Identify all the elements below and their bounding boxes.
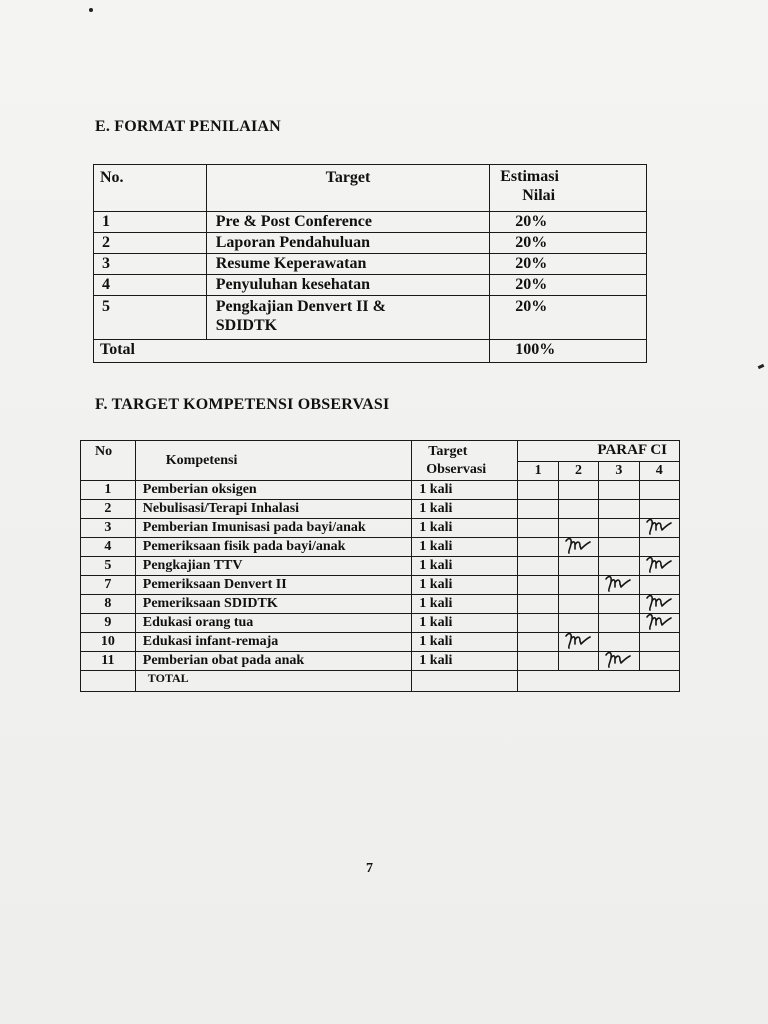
total-row xyxy=(94,340,647,363)
row-kompetensi: Pengkajian TTV xyxy=(135,557,412,576)
paraf-cell-1 xyxy=(518,652,558,671)
table-row xyxy=(81,500,680,519)
row-target: 1 kali xyxy=(412,576,518,595)
header-target-line2: Observasi xyxy=(426,462,487,477)
row-no: 4 xyxy=(81,538,136,557)
row-nilai: 20% xyxy=(490,233,647,254)
row-nilai: 20% xyxy=(490,254,647,275)
paraf-cell-3 xyxy=(599,576,639,595)
signature-mark xyxy=(603,573,637,595)
paraf-cell-1 xyxy=(518,614,558,633)
total-row xyxy=(81,671,680,692)
row-no: 5 xyxy=(94,296,207,340)
paraf-cell-2 xyxy=(558,633,598,652)
row-no: 4 xyxy=(94,275,207,296)
paraf-cell-4 xyxy=(639,633,679,652)
paraf-cell-1 xyxy=(518,633,558,652)
paraf-cell-3 xyxy=(599,538,639,557)
row-target: Resume Keperawatan xyxy=(206,254,489,275)
row-no: 8 xyxy=(81,595,136,614)
row-target: 1 kali xyxy=(412,500,518,519)
row-kompetensi: Pemeriksaan fisik pada bayi/anak xyxy=(135,538,412,557)
row-target: 1 kali xyxy=(412,595,518,614)
row-no: 9 xyxy=(81,614,136,633)
header-estimasi-line1: Estimasi xyxy=(500,168,559,185)
row-kompetensi: Nebulisasi/Terapi Inhalasi xyxy=(135,500,412,519)
row-target: Penyuluhan kesehatan xyxy=(206,275,489,296)
header-paraf-ci: PARAF CI xyxy=(518,441,680,462)
row-kompetensi: Pemeriksaan SDIDTK xyxy=(135,595,412,614)
row-target: 1 kali xyxy=(412,519,518,538)
scan-speck xyxy=(89,8,93,12)
paraf-cell-3 xyxy=(599,614,639,633)
paraf-cell-3 xyxy=(599,481,639,500)
row-no: 11 xyxy=(81,652,136,671)
table-row xyxy=(81,538,680,557)
table-row xyxy=(94,296,647,340)
signature-mark xyxy=(563,535,597,557)
row-target: Pre & Post Conference xyxy=(206,212,489,233)
table-row xyxy=(94,212,647,233)
row-no: 10 xyxy=(81,633,136,652)
paraf-cell-1 xyxy=(518,595,558,614)
table-row xyxy=(81,557,680,576)
paraf-cell-4 xyxy=(639,481,679,500)
row-no: 7 xyxy=(81,576,136,595)
row-target: 1 kali xyxy=(412,538,518,557)
header-kompetensi: Kompetensi xyxy=(135,441,412,481)
paraf-cell-2 xyxy=(558,595,598,614)
paraf-cell-3 xyxy=(599,500,639,519)
row-target: 1 kali xyxy=(412,614,518,633)
total-label: TOTAL xyxy=(135,671,412,692)
header-target-line1: Target xyxy=(428,444,468,459)
header-target-observasi xyxy=(412,441,518,481)
paraf-cell-1 xyxy=(518,557,558,576)
section-f-heading: F. TARGET KOMPETENSI OBSERVASI xyxy=(95,396,390,413)
header-ci-1: 1 xyxy=(518,462,558,481)
paraf-cell-2 xyxy=(558,576,598,595)
paraf-cell-4 xyxy=(639,652,679,671)
header-ci-3: 3 xyxy=(599,462,639,481)
paraf-cell-3 xyxy=(599,652,639,671)
paraf-cell-1 xyxy=(518,576,558,595)
total-value: 100% xyxy=(490,340,647,363)
paraf-cell-1 xyxy=(518,538,558,557)
header-estimasi-nilai xyxy=(490,165,647,212)
header-estimasi-line2: Nilai xyxy=(522,187,556,204)
table-row xyxy=(94,275,647,296)
page-number: 7 xyxy=(366,861,373,876)
row-no: 5 xyxy=(81,557,136,576)
header-no: No xyxy=(81,441,136,481)
table-row xyxy=(81,576,680,595)
header-target: Target xyxy=(206,165,489,212)
row-no: 3 xyxy=(94,254,207,275)
row-no: 2 xyxy=(94,233,207,254)
row-kompetensi: Pemberian obat pada anak xyxy=(135,652,412,671)
signature-mark xyxy=(644,554,678,576)
row-target: 1 kali xyxy=(412,557,518,576)
table-row xyxy=(81,633,680,652)
signature-mark xyxy=(644,611,678,633)
scan-mark xyxy=(758,364,765,369)
total-paraf-cell xyxy=(518,671,680,692)
row-target: 1 kali xyxy=(412,481,518,500)
paraf-cell-4 xyxy=(639,614,679,633)
signature-mark xyxy=(603,649,637,671)
row-no: 2 xyxy=(81,500,136,519)
row-no: 3 xyxy=(81,519,136,538)
paraf-cell-4 xyxy=(639,519,679,538)
row-no: 1 xyxy=(81,481,136,500)
paraf-cell-2 xyxy=(558,652,598,671)
paraf-cell-1 xyxy=(518,519,558,538)
table-row xyxy=(94,233,647,254)
row-target-line2: SDIDTK xyxy=(215,317,278,334)
paraf-cell-3 xyxy=(599,519,639,538)
row-target xyxy=(206,296,489,340)
signature-mark xyxy=(563,630,597,652)
section-e-heading: E. FORMAT PENILAIAN xyxy=(95,118,281,135)
target-kompetensi-table xyxy=(80,440,680,692)
row-target: 1 kali xyxy=(412,633,518,652)
paraf-cell-2 xyxy=(558,557,598,576)
row-kompetensi: Pemberian oksigen xyxy=(135,481,412,500)
total-label: Total xyxy=(94,340,490,363)
paraf-cell-2 xyxy=(558,500,598,519)
header-ci-4: 4 xyxy=(639,462,679,481)
table-row xyxy=(81,652,680,671)
paraf-cell-4 xyxy=(639,557,679,576)
table-row xyxy=(81,595,680,614)
paraf-cell-2 xyxy=(558,481,598,500)
row-kompetensi: Pemeriksaan Denvert II xyxy=(135,576,412,595)
row-nilai: 20% xyxy=(490,275,647,296)
row-target: 1 kali xyxy=(412,652,518,671)
table-row xyxy=(94,254,647,275)
row-nilai: 20% xyxy=(490,296,647,340)
table-header-row xyxy=(94,165,647,212)
paraf-cell-1 xyxy=(518,481,558,500)
total-no-cell xyxy=(81,671,136,692)
row-kompetensi: Pemberian Imunisasi pada bayi/anak xyxy=(135,519,412,538)
kompetensi-rows xyxy=(81,481,680,671)
table-row xyxy=(81,481,680,500)
row-target: Laporan Pendahuluan xyxy=(206,233,489,254)
row-no: 1 xyxy=(94,212,207,233)
row-kompetensi: Edukasi orang tua xyxy=(135,614,412,633)
row-target-line1: Pengkajian Denvert II & xyxy=(215,298,386,315)
row-kompetensi: Edukasi infant-remaja xyxy=(135,633,412,652)
table-header-row xyxy=(81,441,680,462)
paraf-cell-2 xyxy=(558,538,598,557)
header-no: No. xyxy=(94,165,207,212)
paraf-cell-1 xyxy=(518,500,558,519)
format-penilaian-table xyxy=(93,164,647,363)
paraf-cell-3 xyxy=(599,595,639,614)
row-nilai: 20% xyxy=(490,212,647,233)
header-ci-2: 2 xyxy=(558,462,598,481)
total-target-cell xyxy=(412,671,518,692)
signature-mark xyxy=(644,516,678,538)
